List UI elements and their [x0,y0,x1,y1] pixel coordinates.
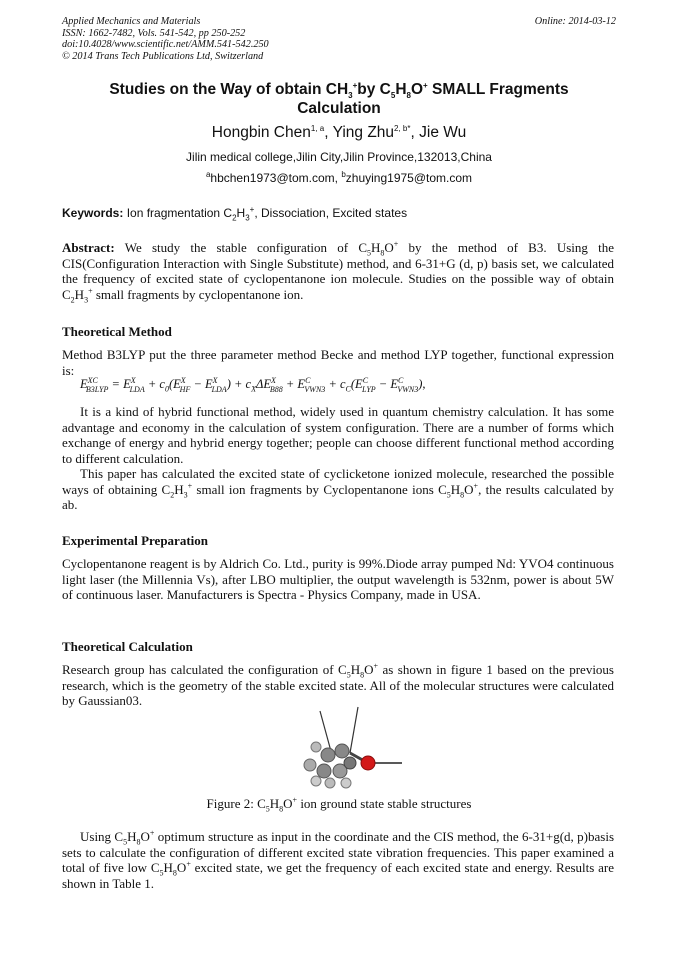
issn-line: ISSN: 1662-7482, Vols. 541-542, pp 250-252 [62,27,246,39]
figure-caption: Figure 2: $C_5H_8O^+$ ion ground state stable structures [206,795,472,814]
affiliation: Jilin medical college,Jilin City,Jilin Province,132013,China [186,150,492,164]
author-1: Hongbin Chen [211,124,311,141]
journal-name: Applied Mechanics and Materials [62,16,201,27]
b3lyp-formula: $E^{XC}_{B3LYP} = E^X_{LDA} + c_0(E^X_{HF} - E^X_{LDA}) + c_X\Delta E^X_{B88} + E^C_{VWN3} + c_C(E^C_{LYP} - E^C_{VWN3})$, [80,375,426,394]
method-intro: Method B3LYP put the three parameter method Becke and method LYP together, functional expression is: [62,347,614,378]
method-paragraph-2: This paper has calculated the excited state of cyclicketone ionized molecule, researched the possible ways of obtaining $C_2H_3^+$ small ion fragments by Cyclopentanone ions $C_5H_8O^+$, the results calculated by ab. [62,466,614,513]
author-3: Jie Wu [419,124,467,141]
calculation-paragraph-2: Using $C_5H_8O^+$ optimum structure as input in the coordinate and the CIS method, the 6-31+g(d, p)basis sets to calculate the configuration of different excited state vibration frequencies. This paper examined a total of five low $C_5H_8O^+$ excited state, we get the frequency of each excited state and energy. Results are shown in Table 1. [62,828,614,891]
heading-experimental: Experimental Preparation [62,533,208,548]
copyright-line: © 2014 Trans Tech Publications Ltd, Switzerland [62,50,264,62]
abstract-label: Abstract: [62,240,115,255]
journal-header [62,16,269,62]
title-line-1: Studies on the Way of obtain $CH_3^+by$ $C_5H_8O^+$ SMALL Fragments [109,80,569,101]
doi-line: doi:10.4028/www.scientific.net/AMM.541-542.250 [62,39,269,51]
keywords: Keywords: Ion fragmentation $C_2H_3^+$, Dissociation, Excited states [62,205,408,223]
author-list: Hongbin Chen$^{1, a}$, Ying Zhu$^{2, b*}$, Jie Wu [211,123,467,141]
heading-theoretical-method: Theoretical Method [62,324,172,339]
experimental-paragraph: Cyclopentanone reagent is by Aldrich Co. Ltd., purity is 99%.Diode array pumped Nd: YVO4 continuous light laser (the Millennia Vs), after LBO multiplier, the output wavelength is 532nm, power is about 5W of continuous laser. Manufacturers is Spectra - Physics Company, made in USA. [62,556,614,603]
email-2[interactable]: zhuying1975@tom.com [345,171,473,185]
abstract: Abstract: We study the stable configuration of $C_5H_8O^+$ by the method of B3. Using the CIS(Configuration Interaction with Single Substitute) method, and 6-31+G (d, p) basis set, we calculated the frequency of excited state of cyclopentanone ion molecule. Studies on the possible way of obtain $C_2H_3^+$ small fragments by cyclopentanone ion. [62,239,614,305]
email-1[interactable]: hbchen1973@tom.com, [210,171,342,185]
author-emails: $^a$hbchen1973@tom.com, $^b$zhuying1975@tom.com [205,170,473,185]
paper-title [62,80,616,118]
calculation-paragraph-1: Research group has calculated the configuration of $C_5H_8O^+$ as shown in figure 1 based on the previous research, which is the geometry of the stable excited state. All of the molecular structures were calculated by Gaussian03. [62,661,614,709]
method-paragraph-1: It is a kind of hybrid functional method, widely used in quantum chemistry calculation. It has some advantage and economy in the calculation of system configuration. There are a number of forms which exchange of energy and hybrid energy together; people can choose different functional method according to different calculation. [62,404,614,466]
online-date: Online: 2014-03-12 [534,16,616,27]
title-line-2: Calculation [297,100,381,117]
author-2: Ying Zhu [332,124,395,141]
heading-theoretical-calculation: Theoretical Calculation [62,639,193,654]
molecule-structure-figure [280,705,430,793]
